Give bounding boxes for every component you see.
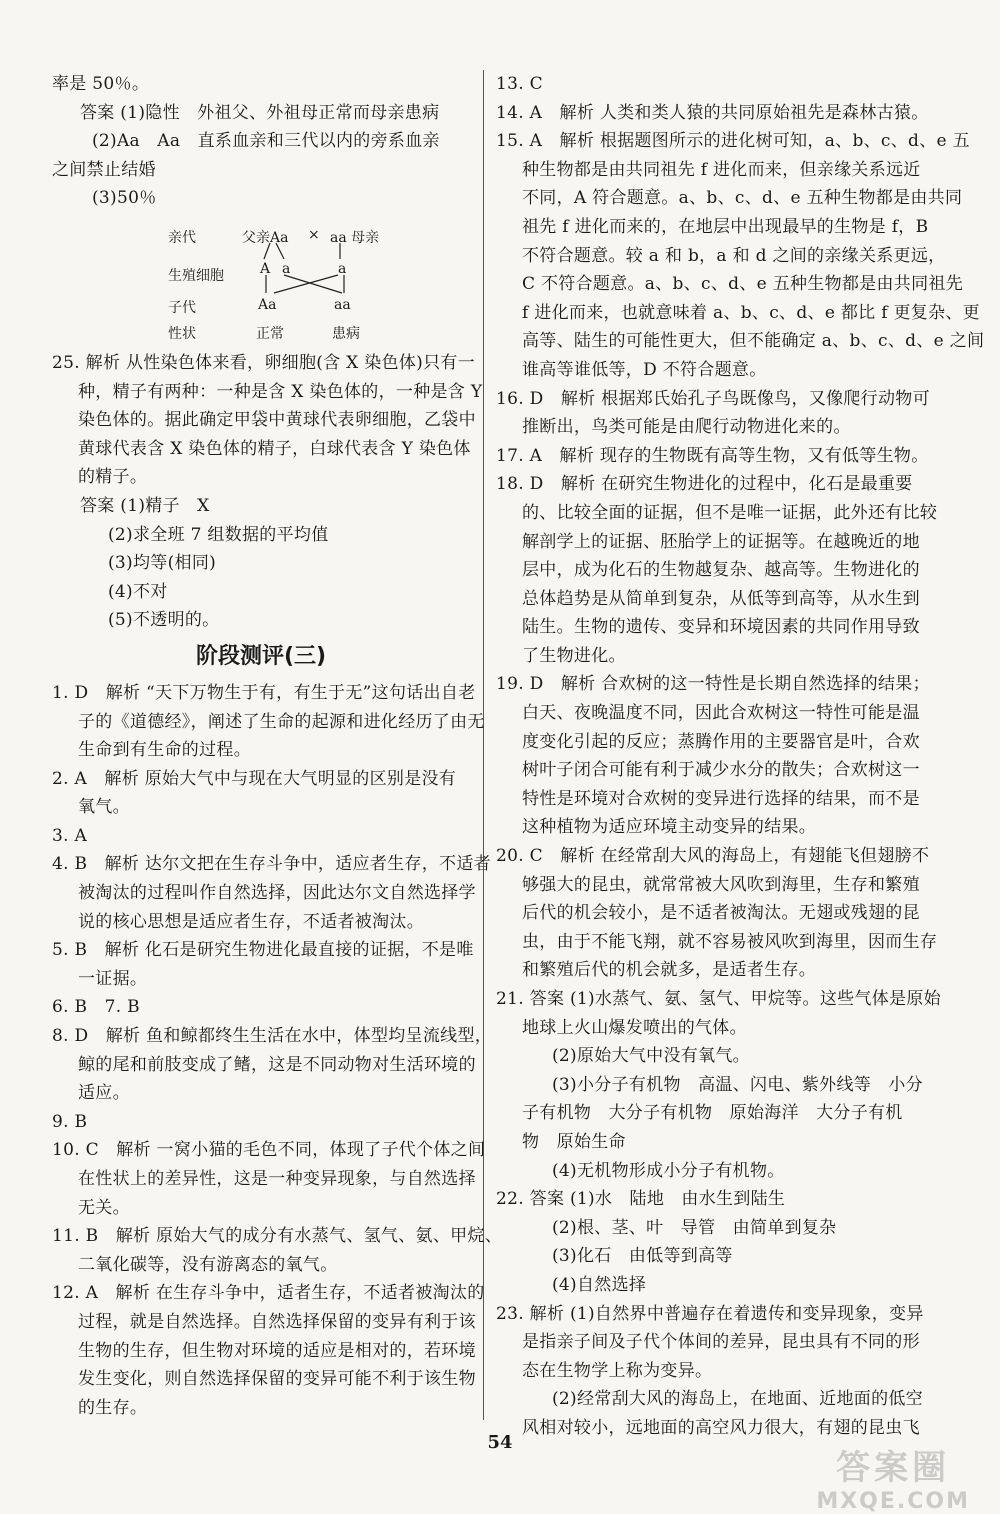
text-line: 不符合题意。较 a 和 b，a 和 d 之间的亲缘关系更远， <box>522 245 946 266</box>
text-line: 生命到有生命的过程。 <box>78 740 251 761</box>
label-gametes: 生殖细胞 <box>168 267 224 284</box>
text-line: (2)根、茎、叶 导管 由简单到复杂 <box>552 1217 837 1238</box>
text-line: (3)均等(相同) <box>108 553 217 574</box>
text-line: 13. C <box>496 74 543 94</box>
label-offspring: 子代 <box>168 299 196 316</box>
text-line: 物 原始生命 <box>522 1131 626 1152</box>
text-line: 的精子。 <box>78 467 148 488</box>
page-number: 54 <box>487 1432 513 1453</box>
gamete-a-father: a <box>282 260 291 277</box>
gamete-a-mother: a <box>338 260 347 277</box>
text-line: 答案 (1)隐性 外祖父、外祖母正常而母亲患病 <box>80 102 440 123</box>
text-line: 鲸的尾和前肢变成了鳍，这是不同动物对生活环境的 <box>78 1054 476 1075</box>
text-line: 生物的生存，但生物对环境的适应是相对的，若环境 <box>78 1340 476 1361</box>
gamete-A: A <box>260 260 271 277</box>
text-line: 种生物都是由共同祖先 f 进化而来，但亲缘关系远近 <box>522 159 921 180</box>
text-line: 层中，成为化石的生物越复杂、越高等。生物进化的 <box>522 560 920 581</box>
text-line: (5)不透明的。 <box>108 610 220 631</box>
text-line: 17. A 解析 现存的生物既有高等生物，又有低等生物。 <box>496 445 929 466</box>
cross-symbol: × <box>308 226 320 243</box>
text-line: 18. D 解析 在研究生物进化的过程中，化石是最重要 <box>496 474 913 495</box>
text-line: 是指亲子间及子代个体间的差异，昆虫具有不同的形 <box>522 1332 920 1353</box>
text-line: 16. D 解析 根据郑氏始孔子鸟既像鸟，又像爬行动物可 <box>496 388 930 409</box>
left-column <box>52 70 503 1422</box>
text-line: 度变化引起的反应；蒸腾作用的主要器官是叶，合欢 <box>522 731 920 752</box>
text-line: 15. A 解析 根据题图所示的进化树可知，a、b、c、d、e 五 <box>496 131 970 152</box>
watermark-url: MXQE.COM <box>816 1489 970 1514</box>
text-line: 发生变化，则自然选择保留的变异可能不利于该生物 <box>78 1369 476 1390</box>
text-line: 23. 解析 (1)自然界中普遍存在着遗传和变异现象，变异 <box>496 1303 924 1324</box>
text-line: 子有机物 大分子有机物 原始海洋 大分子有机 <box>522 1103 903 1124</box>
text-line: 9. B <box>52 1111 88 1132</box>
stage-test-answers-left <box>52 679 503 1422</box>
text-line: (2)经常刮大风的海岛上，在地面、近地面的低空 <box>552 1389 923 1410</box>
phenotype-normal: 正常 <box>256 325 284 342</box>
phenotype-affected: 患病 <box>332 325 360 342</box>
text-line: 20. C 解析 在经常刮大风的海岛上，有翅能飞但翅膀不 <box>496 846 930 867</box>
text-line: 率是 50％。 <box>52 74 150 94</box>
text-line: (2)原始大气中没有氧气。 <box>552 1046 750 1067</box>
text-line: 无关。 <box>78 1197 130 1218</box>
text-line: 二氧化碳等，没有游离态的氧气。 <box>78 1254 338 1275</box>
text-line: 1. D 解析 “天下万物生于有，有生于无”这句话出自老 <box>52 682 476 703</box>
text-line: 的、比较全面的证据，但不是唯一证据，此外还有比较 <box>522 502 938 523</box>
label-traits: 性状 <box>168 325 196 342</box>
text-line: (2)Aa Aa 直系血亲和三代以内的旁系血亲 <box>92 131 440 152</box>
section-title: 阶段测评(三) <box>195 643 327 669</box>
text-line: 总体趋势是从简单到复杂，从低等到高等，从水生到 <box>522 588 920 609</box>
text-line: 祖先 f 进化而来的，在地层中出现最早的生物是 f，B <box>522 216 929 237</box>
text-line: 12. A 解析 在生存斗争中，适者生存，不适者被淘汰的 <box>52 1283 485 1304</box>
text-line: 3. A <box>52 825 88 846</box>
answer-25-block <box>52 349 483 635</box>
text-line: C 不符合题意。a、b、c、d、e 五种生物都是由共同祖先 <box>522 274 963 295</box>
text-line: 了生物进化。 <box>522 645 626 666</box>
text-line: 这种植物为适应环境主动变异的结果。 <box>522 817 817 838</box>
text-line: 答案 (1)精子 X <box>80 495 210 516</box>
text-line: 适应。 <box>78 1083 130 1104</box>
text-line: 够强大的昆虫，就常常被大风吹到海里，生存和繁殖 <box>522 874 920 895</box>
text-line: (2)求全班 7 组数据的平均值 <box>108 524 329 545</box>
text-line: (3)小分子有机物 高温、闪电、紫外线等 小分 <box>552 1074 923 1095</box>
text-line: 解剖学上的证据、胚胎学上的证据等。在越晚近的地 <box>522 531 920 552</box>
text-line: 风相对较小，远地面的高空风力很大，有翅的昆虫飞 <box>522 1417 920 1438</box>
text-line: 6. B 7. B <box>52 997 140 1018</box>
text-line: (3)50％ <box>92 188 157 209</box>
text-line: 后代的机会较小，是不适者被淘汰。无翅或残翅的昆 <box>522 903 920 924</box>
text-line: f 进化而来，也就意味着 a、b、c、d、e 都比 f 更复杂、更 <box>522 302 980 323</box>
text-line: 4. B 解析 达尔文把在生存斗争中，适应者生存，不适者 <box>52 854 491 875</box>
text-line: 高等、陆生的可能性更大，但不能确定 a、b、c、d、e 之间 <box>522 331 985 352</box>
text-line: 谁高等谁低等，D 不符合题意。 <box>522 359 767 380</box>
column-divider <box>483 70 484 1420</box>
text-line: 染色体的。据此确定甲袋中黄球代表卵细胞，乙袋中 <box>78 410 476 431</box>
text-line: 的生存。 <box>78 1397 148 1418</box>
child-aa: aa <box>334 296 351 313</box>
watermark-logo <box>816 1440 970 1514</box>
watermark-text: 答案圈 <box>836 1448 951 1488</box>
text-line: 氧气。 <box>78 797 130 818</box>
text-line: 22. 答案 (1)水 陆地 由水生到陆生 <box>496 1189 786 1210</box>
father-genotype: 父亲Aa <box>242 229 289 246</box>
text-line: 推断出，鸟类可能是由爬行动物进化来的。 <box>522 417 851 438</box>
text-line: 黄球代表含 X 染色体的精子，白球代表含 Y 染色体 <box>78 438 471 459</box>
text-line: 14. A 解析 人类和类人猿的共同原始祖先是森林古猿。 <box>496 102 929 123</box>
text-line: 之间禁止结婚 <box>52 159 156 180</box>
text-line: 在性状上的差异性，这是一种变异现象，与自然选择 <box>78 1169 476 1189</box>
text-line: 8. D 解析 鱼和鲸都终生生活在水中，体型均呈流线型， <box>52 1026 493 1047</box>
text-line: 21. 答案 (1)水蒸气、氨、氢气、甲烷等。这些气体是原始 <box>496 989 941 1009</box>
text-line: 不同，A 符合题意。a、b、c、d、e 五种生物都是由共同 <box>522 188 963 209</box>
text-line: 2. A 解析 原始大气中与现在大气明显的区别是没有 <box>52 768 457 789</box>
text-line: 25. 解析 从性染色体来看，卵细胞(含 X 染色体)只有一 <box>52 352 476 373</box>
text-line: 过程，就是自然选择。自然选择保留的变异有利于该 <box>78 1311 476 1332</box>
text-line: (4)无机物形成小分子有机物。 <box>552 1160 785 1181</box>
text-line: 10. C 解析 一窝小猫的毛色不同，体现了子代个体之间 <box>52 1140 486 1161</box>
text-line: 树叶子闭合可能有利于减少水分的散失；合欢树这一 <box>522 760 920 781</box>
text-line: 白天、夜晚温度不同，因此合欢树这一特性可能是温 <box>522 703 920 724</box>
text-line: 11. B 解析 原始大气的成分有水蒸气、氢气、氨、甲烷、 <box>52 1226 503 1247</box>
text-line: 陆生。生物的遗传、变异和环境因素的共同作用导致 <box>522 617 920 638</box>
text-line: 特性是环境对合欢树的变异进行选择的结果，而不是 <box>522 788 920 809</box>
genetic-cross-diagram <box>52 213 470 349</box>
child-Aa: Aa <box>258 296 277 313</box>
answer-24-block <box>52 70 470 213</box>
stage-test-answers-right <box>496 70 985 1443</box>
text-line: 说的核心思想是适应者生存，不适者被淘汰。 <box>78 911 424 932</box>
text-line: 地球上火山爆发喷出的气体。 <box>522 1017 747 1038</box>
mother-genotype: aa 母亲 <box>330 229 380 246</box>
text-line: 5. B 解析 化石是研究生物进化最直接的证据，不是唯 <box>52 940 474 961</box>
text-line: 子的《道德经》，阐述了生命的起源和进化经历了由无 <box>78 711 485 732</box>
right-column <box>496 70 985 1443</box>
text-line: (4)不对 <box>108 581 168 602</box>
text-line: 态在生物学上称为变异。 <box>522 1360 713 1381</box>
text-line: 19. D 解析 合欢树的这一特性是长期自然选择的结果； <box>496 674 930 695</box>
text-line: (4)自然选择 <box>552 1274 647 1295</box>
text-line: 和繁殖后代的机会就多，是适者生存。 <box>522 960 817 981</box>
text-line: 虫，由于不能飞翔，就不容易被风吹到海里，因而生存 <box>522 931 938 952</box>
text-line: 被淘汰的过程叫作自然选择，因此达尔文自然选择学 <box>78 883 476 904</box>
text-line: 一证据。 <box>78 968 148 989</box>
text-line: (3)化石 由低等到高等 <box>552 1246 733 1267</box>
text-line: 种，精子有两种：一种是含 X 染色体的，一种是含 Y <box>78 381 483 402</box>
label-parents: 亲代 <box>168 229 196 246</box>
